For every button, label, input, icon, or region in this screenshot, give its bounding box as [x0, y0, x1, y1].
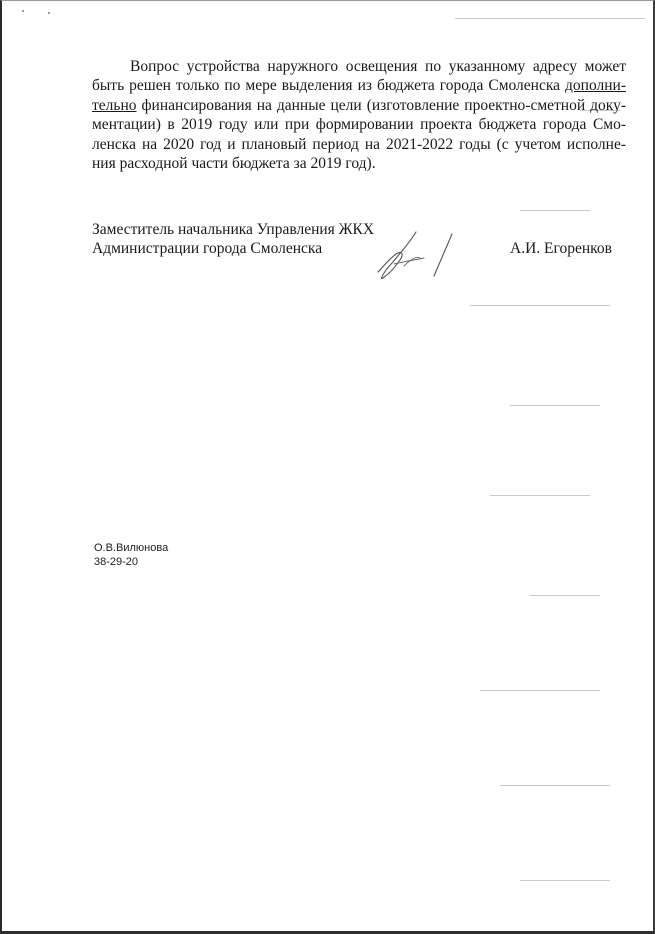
scan-artifact: [530, 595, 600, 596]
body-paragraph: [92, 57, 626, 173]
executor-phone: 38-29-20: [94, 555, 139, 568]
scan-artifact: [520, 210, 590, 211]
scan-artifact: [480, 690, 600, 691]
underlined-word: тельно: [92, 96, 137, 114]
handwritten-signature: [374, 226, 464, 282]
signatory-name: А.И. Егоренков: [510, 240, 612, 257]
signatory-title: [92, 220, 374, 259]
scan-artifact: [470, 305, 610, 306]
scan-artifact: [510, 405, 600, 406]
scan-artifact: [22, 10, 24, 12]
paragraph-line: ния расходной части бюджета за 2019 год).: [92, 155, 376, 173]
paragraph-text: быть решен только по мере выделения из бюджета города Смоленска: [92, 77, 561, 95]
paragraph-line: ленска на 2020 год и плановый период на 2021-2022 годы (с учетом исполне-: [92, 135, 626, 153]
scan-artifact: [48, 12, 50, 14]
scan-artifact: [500, 785, 610, 786]
signatory-title-line: Администрации города Смоленска: [92, 240, 323, 258]
paragraph-line: Вопрос устройства наружного освещения по указанному адресу может: [130, 58, 626, 75]
signatory-title-line: Заместитель начальника Управления ЖКХ: [92, 221, 375, 238]
executor-name: О.В.Вилюнова: [94, 542, 169, 554]
underlined-word: дополни-: [565, 77, 626, 95]
scan-artifact: [520, 880, 610, 881]
scan-artifact: [490, 495, 590, 496]
scan-artifact: [455, 18, 645, 19]
executor-block: [94, 542, 168, 569]
paragraph-line: ментации) в 2019 году или при формировании проекта бюджета города Смо-: [92, 116, 626, 134]
paragraph-line: [92, 96, 626, 115]
paragraph-text: финансирования на данные цели (изготовление проектно-сметной доку-: [141, 96, 626, 114]
paragraph-line: [92, 76, 626, 95]
